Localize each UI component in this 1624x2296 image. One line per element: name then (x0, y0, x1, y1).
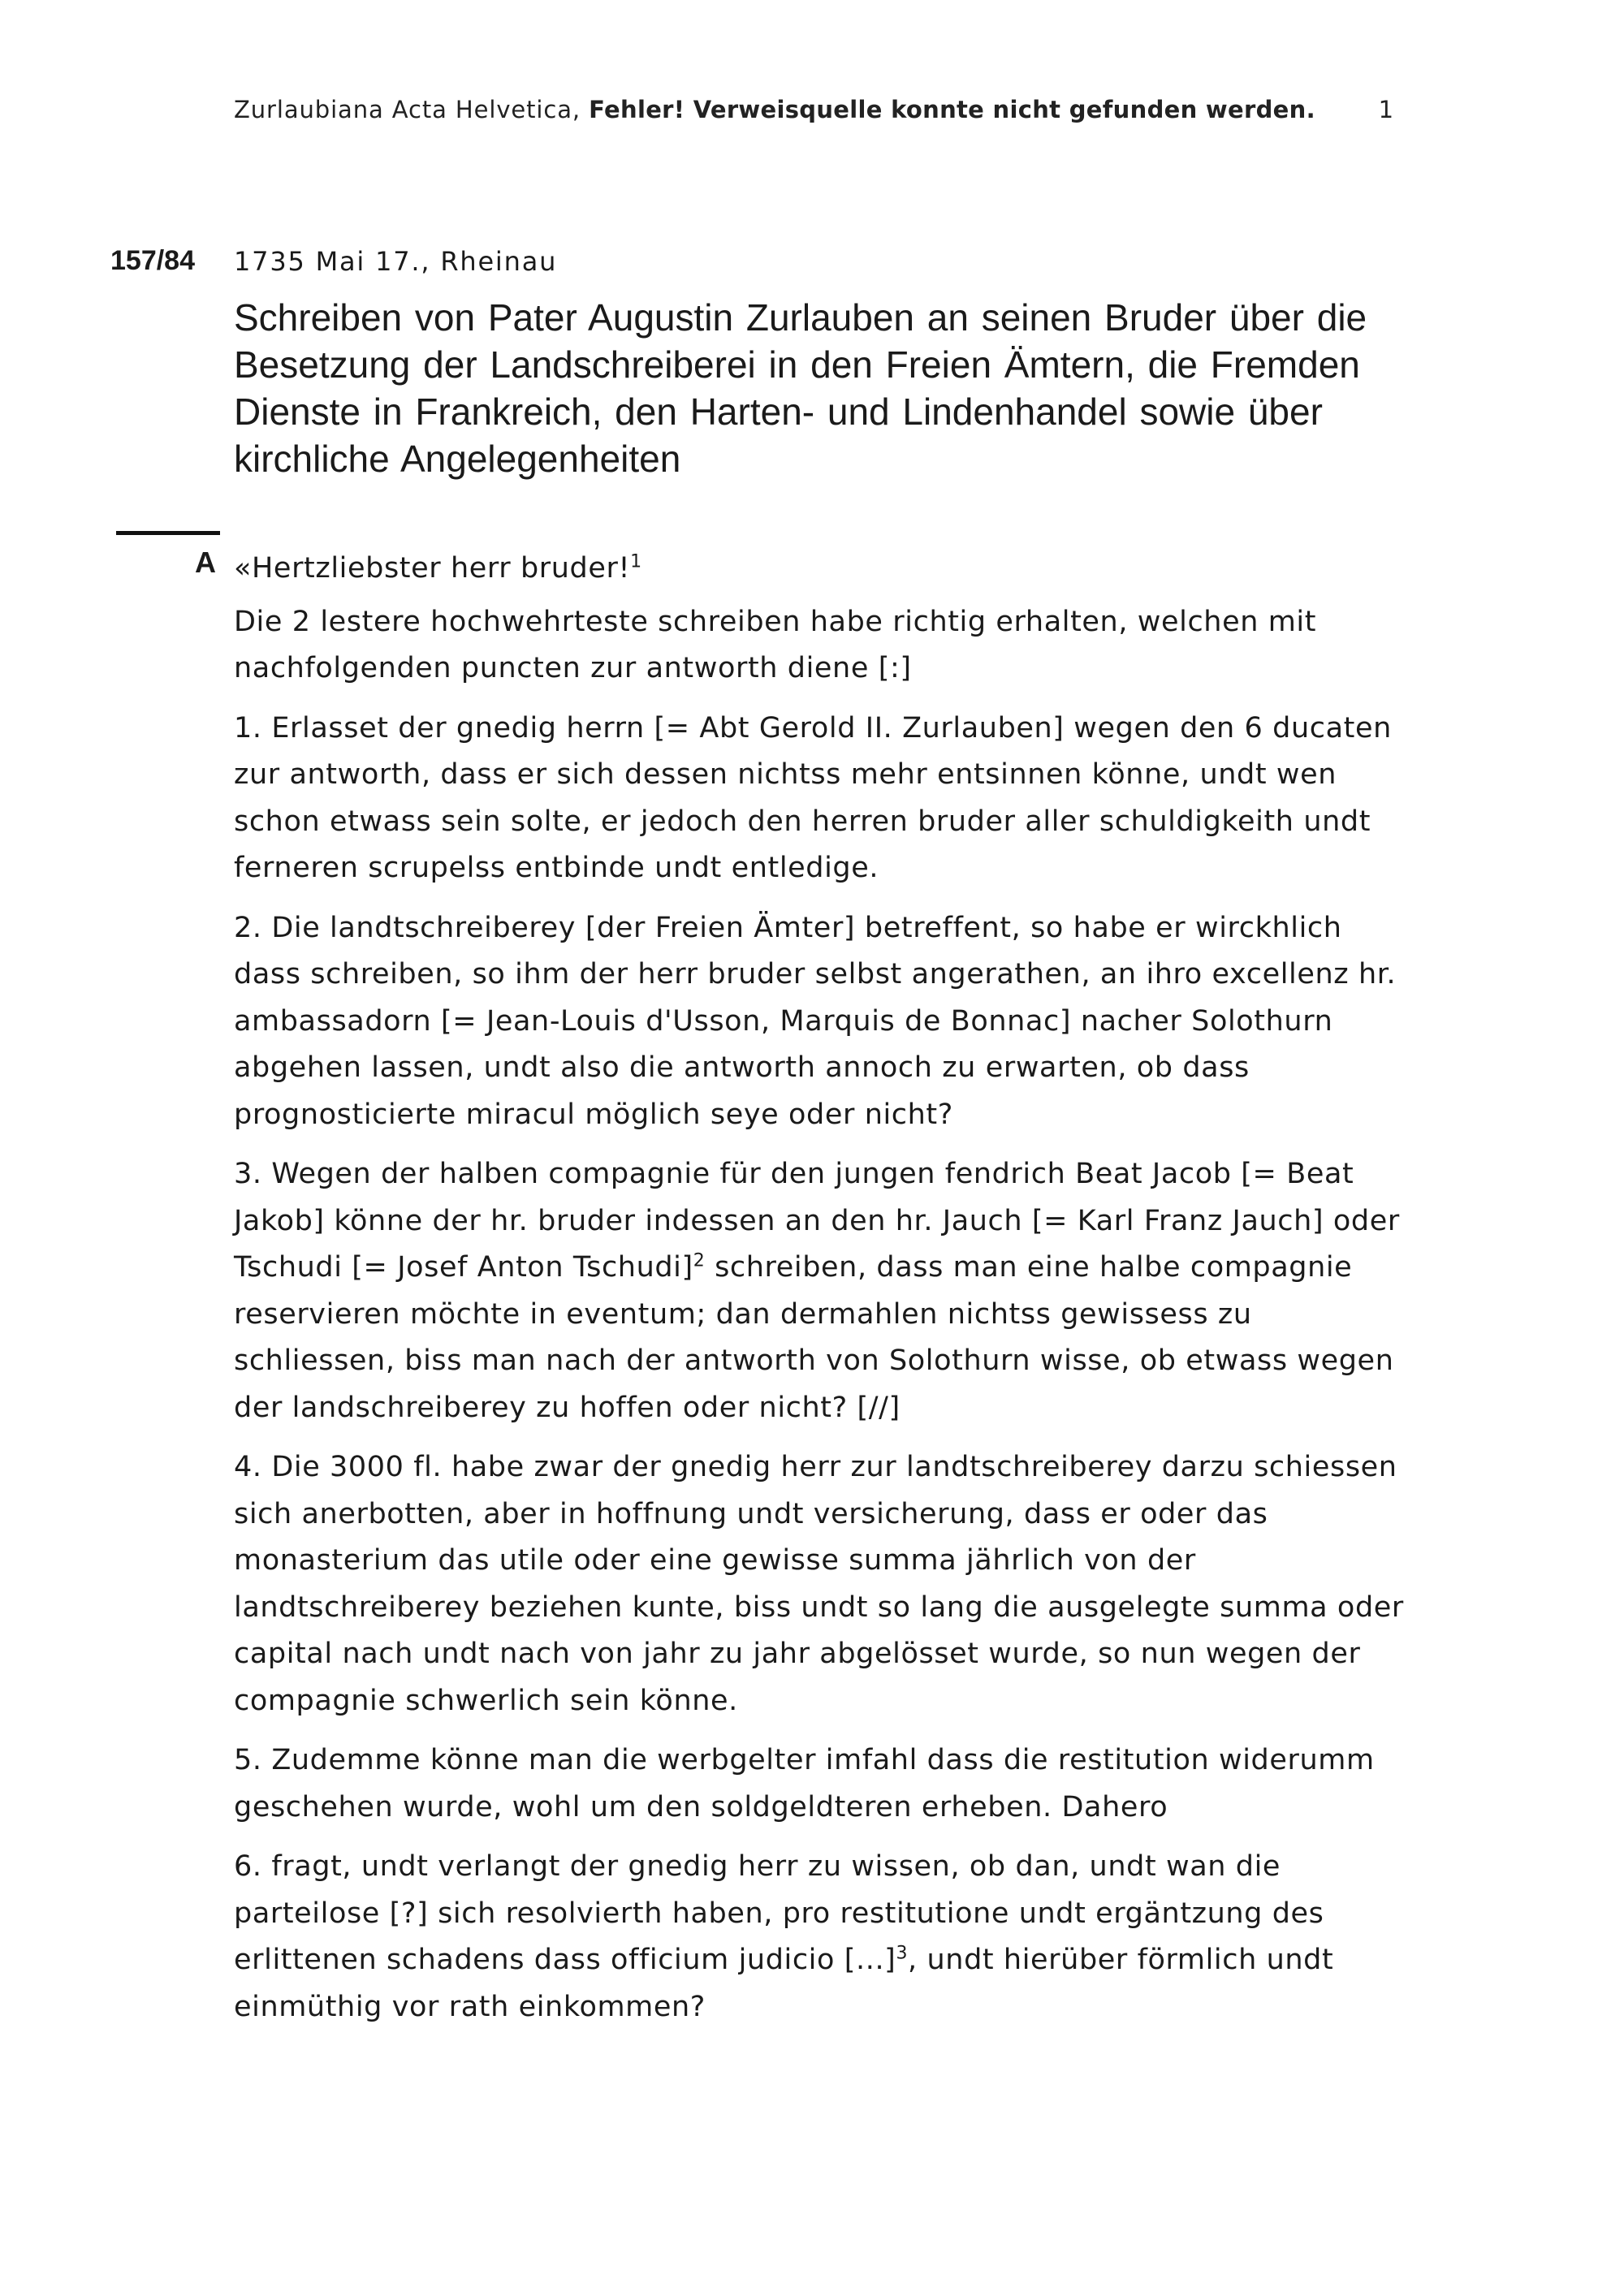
header-reference-error: Fehler! Verweisquelle konnte nicht gefunden werden. (589, 96, 1315, 123)
paragraph-4: 4. Die 3000 fl. habe zwar der gnedig herr zur landtschreiberey darzu schiessen sich anerbotten, aber in hoffnung undt versicherung, dass er oder das monasterium das utile oder eine gewisse summa jährlich von der landtschreiberey beziehen kunte, biss undt so lang die ausgelegte summa oder capital nach undt nach von jahr zu jahr abgelösset wurde, so nun wegen der compagnie schwerlich sein könne. (234, 1451, 1404, 1717)
section-divider (116, 531, 220, 535)
document-date-place: 1735 Mai 17., Rheinau (234, 246, 558, 277)
document-title: Schreiben von Pater Augustin Zurlauben an seinen Bruder über die Besetzung der Landschreiberei in den Freien Ämtern, die Fremden Dienste in Frankreich, den Harten- und Lindenhandel sowie über kirchliche Angelegenheiten (234, 296, 1367, 480)
footnote-ref: 2 (693, 1250, 706, 1271)
salutation (234, 546, 1411, 593)
letter-body (234, 546, 1411, 2044)
document-number: 157/84 (110, 245, 195, 276)
page-header (234, 96, 1394, 123)
paragraph-intro: Die 2 lestere hochwehrteste schreiben habe richtig erhalten, welchen mit nachfolgenden puncten zur antworth diene [:] (234, 605, 1317, 684)
page-number: 1 (1378, 96, 1394, 123)
paragraph-3-text-cont: schreiben, dass man eine halbe compagnie reservieren möchte in eventum; dan dermahlen nichtss gewissess zu schliessen, biss man nach der antworth von Solothurn wisse, ob etwass wegen der landschreiberey zu hoffen oder nicht? [//] (234, 1251, 1394, 1424)
salutation-text: «Hertzliebster herr bruder! (234, 552, 631, 585)
paragraph-6-text-cont: , undt hierüber förmlich undt einmüthig vor rath einkommen? (234, 1944, 1334, 2023)
header-source: Zurlaubiana Acta Helvetica, (234, 96, 590, 123)
footnote-ref: 3 (896, 1943, 909, 1964)
paragraph-6 (234, 1844, 1411, 2031)
paragraph-1: 1. Erlasset der gnedig herrn [= Abt Gerold II. Zurlauben] wegen den 6 ducaten zur antworth, dass er sich dessen nichtss mehr entsinnen könne, undt wen schon etwass sein solte, er jedoch den herren bruder aller schuldigkeith undt ferneren scrupelss entbinde undt entledige. (234, 711, 1392, 884)
footnote-ref: 1 (630, 551, 642, 572)
paragraph-6-text: 6. fragt, undt verlangt der gnedig herr zu wissen, ob dan, undt wan die parteilose [?] sich resolvierth haben, pro restitutione undt ergäntzung des erlittenen schadens dass officium judicio [...] (234, 1850, 1324, 1976)
paragraph-3-text: 3. Wegen der halben compagnie für den jungen fendrich Beat Jacob [= Beat Jakob] könne der hr. bruder indessen an den hr. Jauch [= Karl Franz Jauch] oder Tschudi [= Josef Anton Tschudi] (234, 1158, 1400, 1284)
section-marker: A (195, 546, 216, 579)
paragraph-5: 5. Zudemme könne man die werbgelter imfahl dass die restitution widerumm geschehen wurde, wohl um den soldgeldteren erheben. Dahero (234, 1744, 1375, 1823)
paragraph-3 (234, 1151, 1411, 1431)
paragraph-2: 2. Die landtschreiberey [der Freien Ämter] betreffent, so habe er wirckhlich dass schreiben, so ihm der herr bruder selbst angerathen, an ihro excellenz hr. ambassadorn [= Jean-Louis d'Usson, Marquis de Bonnac] nacher Solothurn abgehen lassen, undt also die antworth annoch zu erwarten, ob dass prognosticierte miracul möglich seye oder nicht? (234, 911, 1397, 1131)
